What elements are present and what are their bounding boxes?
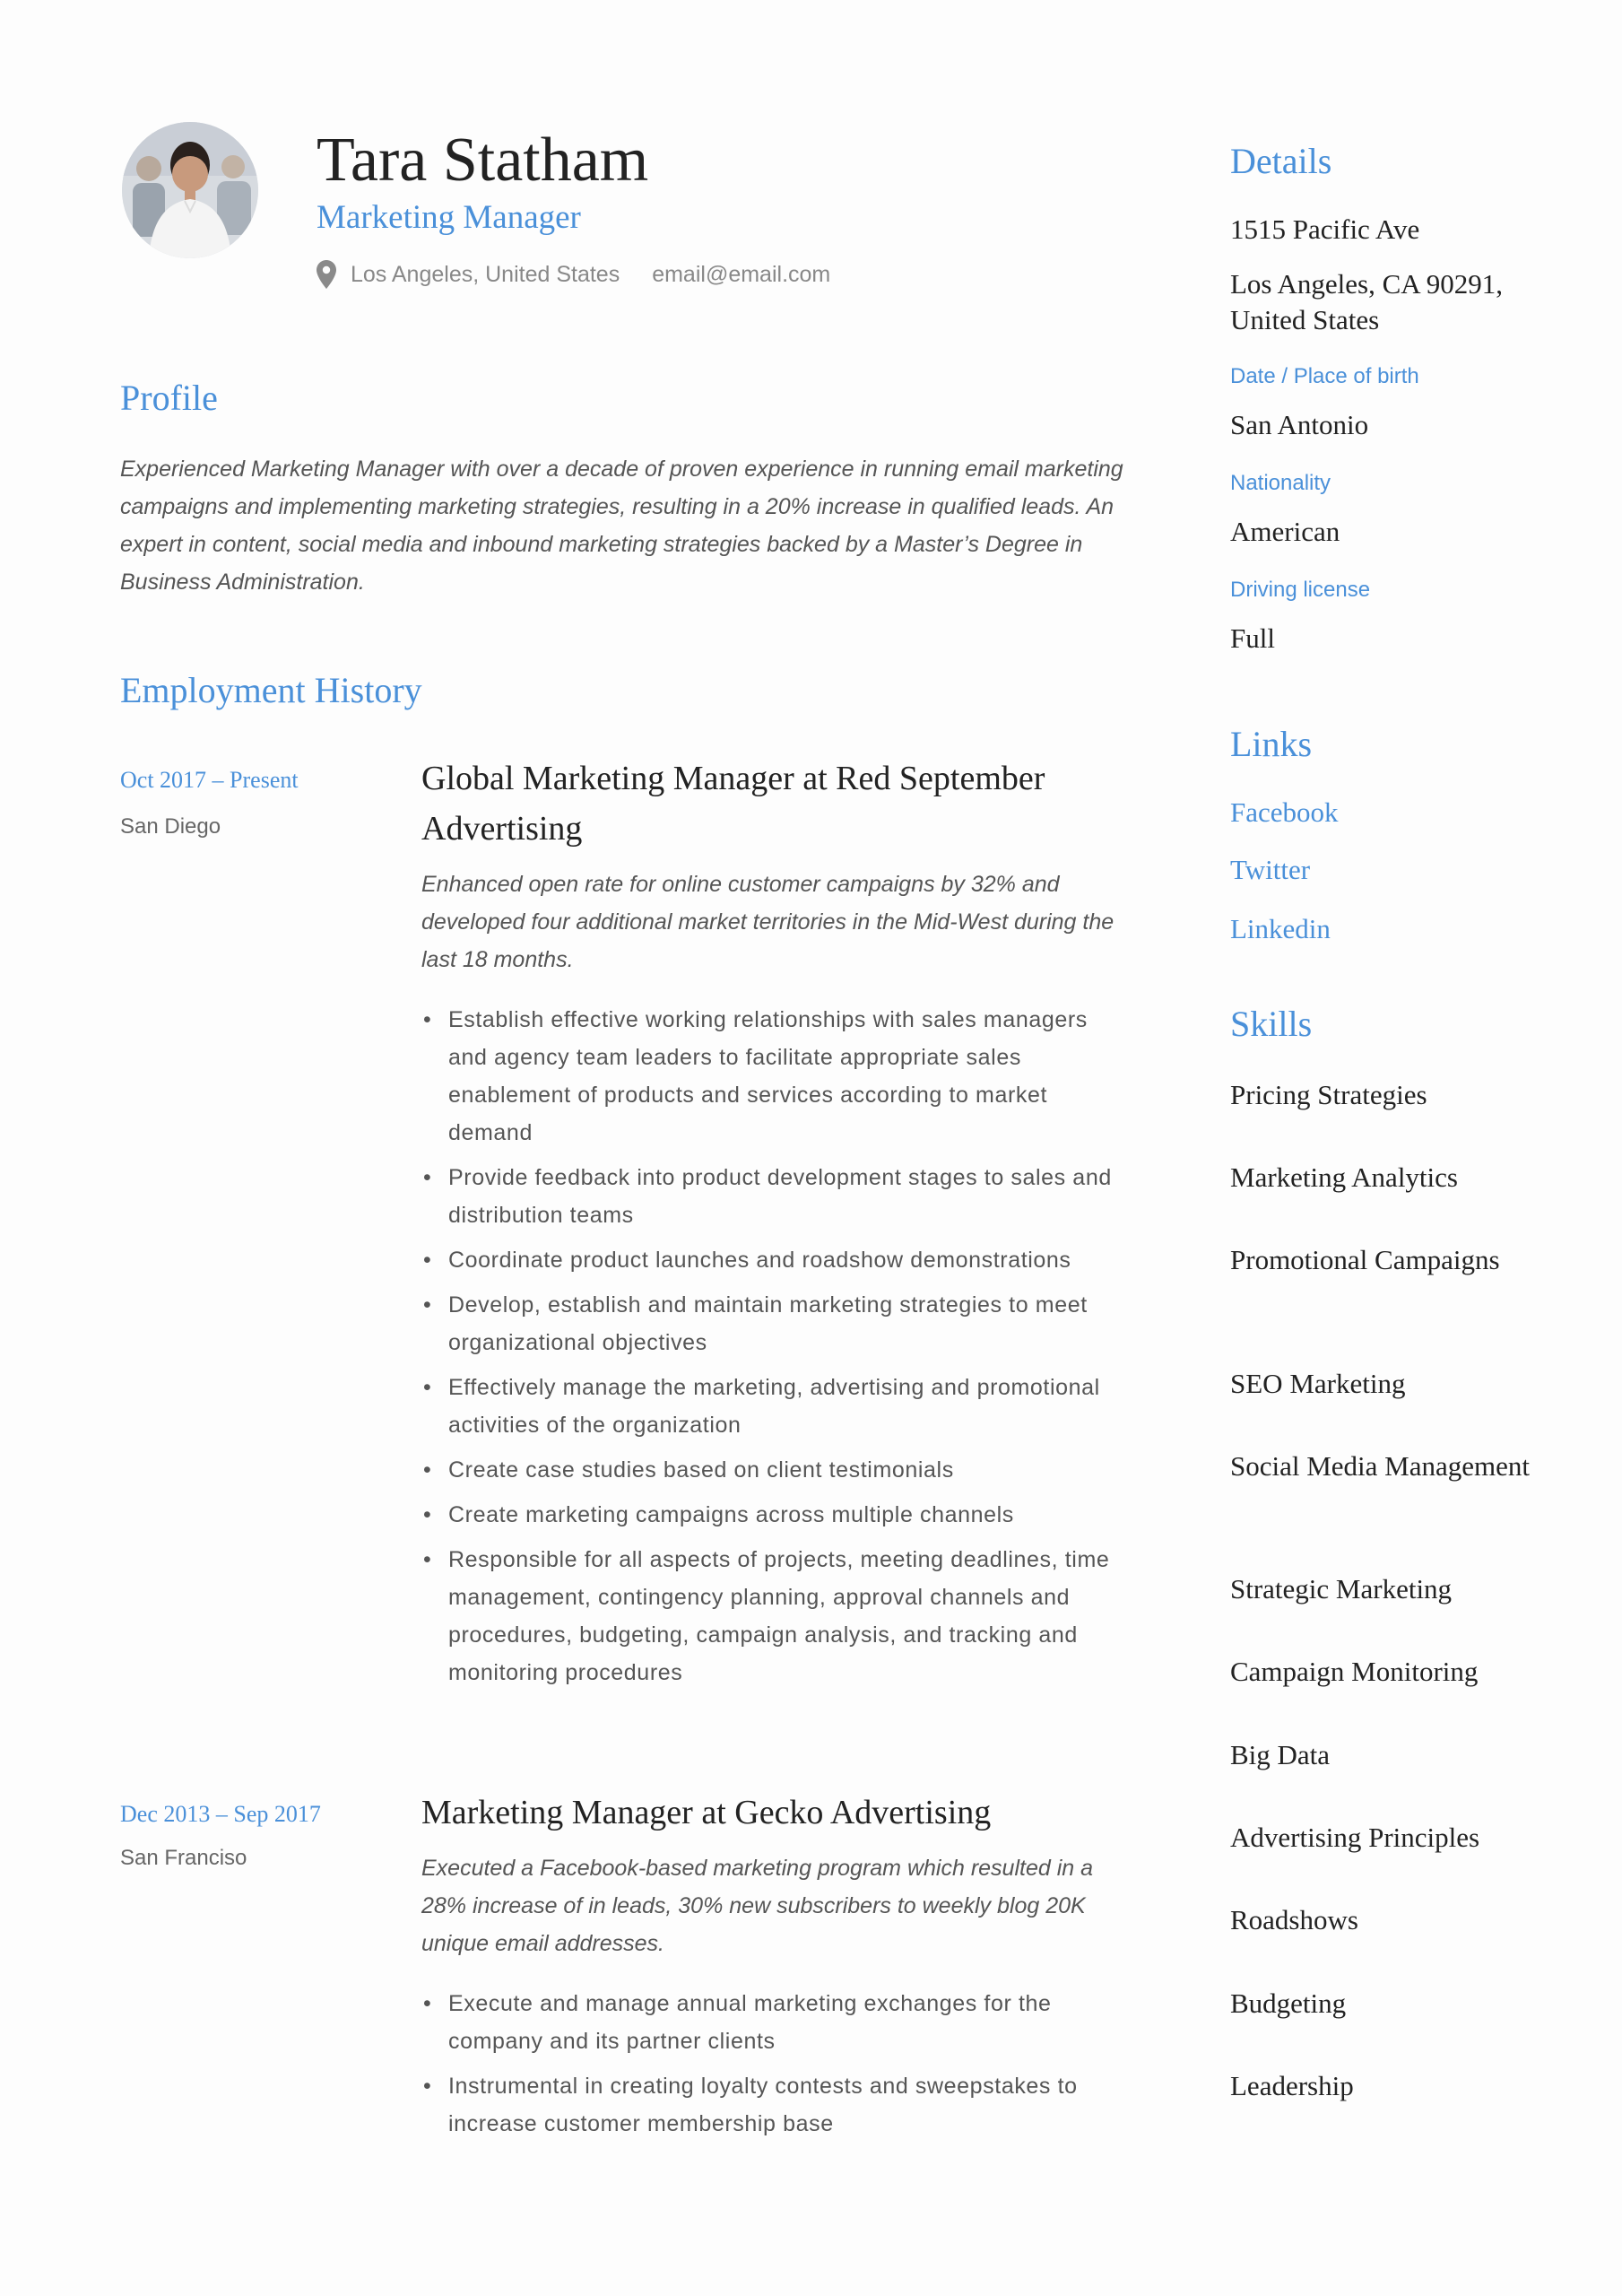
job-dates: Oct 2017 – Present bbox=[120, 767, 299, 793]
address-line-2: Los Angeles, CA 90291, United States bbox=[1230, 268, 1503, 335]
skill-item: Social Media Management bbox=[1230, 1450, 1531, 1482]
nationality-value: American bbox=[1230, 516, 1340, 547]
list-item: • Execute and manage annual marketing exchanges for the company and its partner clients bbox=[421, 1985, 1130, 2060]
candidate-name: Tara Statham bbox=[317, 126, 649, 195]
list-item: • Provide feedback into product development stages to sales and distribution teams bbox=[421, 1159, 1130, 1234]
license-label: Driving license bbox=[1230, 578, 1371, 602]
contact-location: Los Angeles, United States bbox=[351, 261, 620, 287]
details-heading: Details bbox=[1230, 141, 1332, 181]
list-item: • Coordinate product launches and roadshow demonstrations bbox=[421, 1241, 1130, 1279]
links-heading: Links bbox=[1230, 724, 1313, 764]
skill-item: Campaign Monitoring bbox=[1230, 1656, 1479, 1687]
job-description: Enhanced open rate for online customer campaigns by 32% and developed four additional market territories in the Mid-West during the last 18 months. bbox=[421, 872, 1115, 972]
license-value: Full bbox=[1230, 622, 1275, 654]
job-bullets bbox=[421, 1001, 1130, 1699]
job-dates: Dec 2013 – Sep 2017 bbox=[120, 1801, 321, 1827]
skill-item: Budgeting bbox=[1230, 1987, 1347, 2019]
birth-value: San Antonio bbox=[1230, 409, 1369, 440]
list-item: • Create case studies based on client testimonials bbox=[421, 1451, 1130, 1489]
employment-heading: Employment History bbox=[120, 670, 422, 710]
job-title: Global Marketing Manager at Red September Advertising bbox=[421, 760, 1045, 848]
profile-text: Experienced Marketing Manager with over a decade of proven experience in running email marketing campaigns and implementing marketing strategies, resulting in a 20% increase in qualified leads. An expert in content, social media and inbound marketing strategies backed by a Master’s Degree in Business Administration. bbox=[120, 457, 1123, 595]
list-item: • Create marketing campaigns across multiple channels bbox=[421, 1496, 1130, 1534]
contact-line bbox=[317, 260, 830, 289]
address-line-1: 1515 Pacific Ave bbox=[1230, 213, 1420, 245]
skill-item: Advertising Principles bbox=[1230, 1822, 1480, 1853]
skills-heading: Skills bbox=[1230, 1004, 1313, 1044]
candidate-job-title: Marketing Manager bbox=[317, 199, 581, 236]
profile-heading: Profile bbox=[120, 378, 218, 418]
skill-item: Pricing Strategies bbox=[1230, 1079, 1427, 1110]
map-pin-icon bbox=[317, 260, 336, 289]
link-twitter[interactable]: Twitter bbox=[1230, 854, 1311, 885]
list-item: • Establish effective working relationships with sales managers and agency team leaders to facilitate appropriate sales enablement of products and services according to market demand bbox=[421, 1001, 1130, 1152]
nationality-label: Nationality bbox=[1230, 471, 1331, 495]
list-item: • Instrumental in creating loyalty contests and sweepstakes to increase customer membership base bbox=[421, 2067, 1130, 2143]
skill-item: Promotional Campaigns bbox=[1230, 1244, 1500, 1275]
job-city: San Diego bbox=[120, 814, 221, 839]
skill-item: Leadership bbox=[1230, 2070, 1354, 2101]
skill-item: Strategic Marketing bbox=[1230, 1573, 1453, 1605]
job-title: Marketing Manager at Gecko Advertising bbox=[421, 1794, 992, 1831]
list-item: • Effectively manage the marketing, advertising and promotional activities of the organization bbox=[421, 1369, 1130, 1444]
job-city: San Franciso bbox=[120, 1846, 247, 1870]
list-item: • Responsible for all aspects of projects, meeting deadlines, time management, contingency planning, approval channels and procedures, budgeting, campaign analysis, and tracking and monitoring procedures bbox=[421, 1541, 1130, 1692]
skill-item: Big Data bbox=[1230, 1739, 1331, 1770]
link-facebook[interactable]: Facebook bbox=[1230, 796, 1339, 828]
skill-item: SEO Marketing bbox=[1230, 1368, 1406, 1399]
job-bullets bbox=[421, 1985, 1130, 2150]
skill-item: Marketing Analytics bbox=[1230, 1161, 1458, 1193]
job-description: Executed a Facebook-based marketing program which resulted in a 28% increase of in leads, 30% new subscribers to weekly blog 20K unique email addresses. bbox=[421, 1856, 1094, 1956]
contact-email[interactable]: email@email.com bbox=[652, 261, 831, 287]
link-linkedin[interactable]: Linkedin bbox=[1230, 913, 1331, 944]
skill-item: Roadshows bbox=[1230, 1904, 1358, 1935]
avatar bbox=[122, 122, 258, 258]
list-item: • Develop, establish and maintain marketing strategies to meet organizational objectives bbox=[421, 1286, 1130, 1361]
birth-label: Date / Place of birth bbox=[1230, 364, 1419, 388]
avatar-photo bbox=[122, 122, 258, 258]
